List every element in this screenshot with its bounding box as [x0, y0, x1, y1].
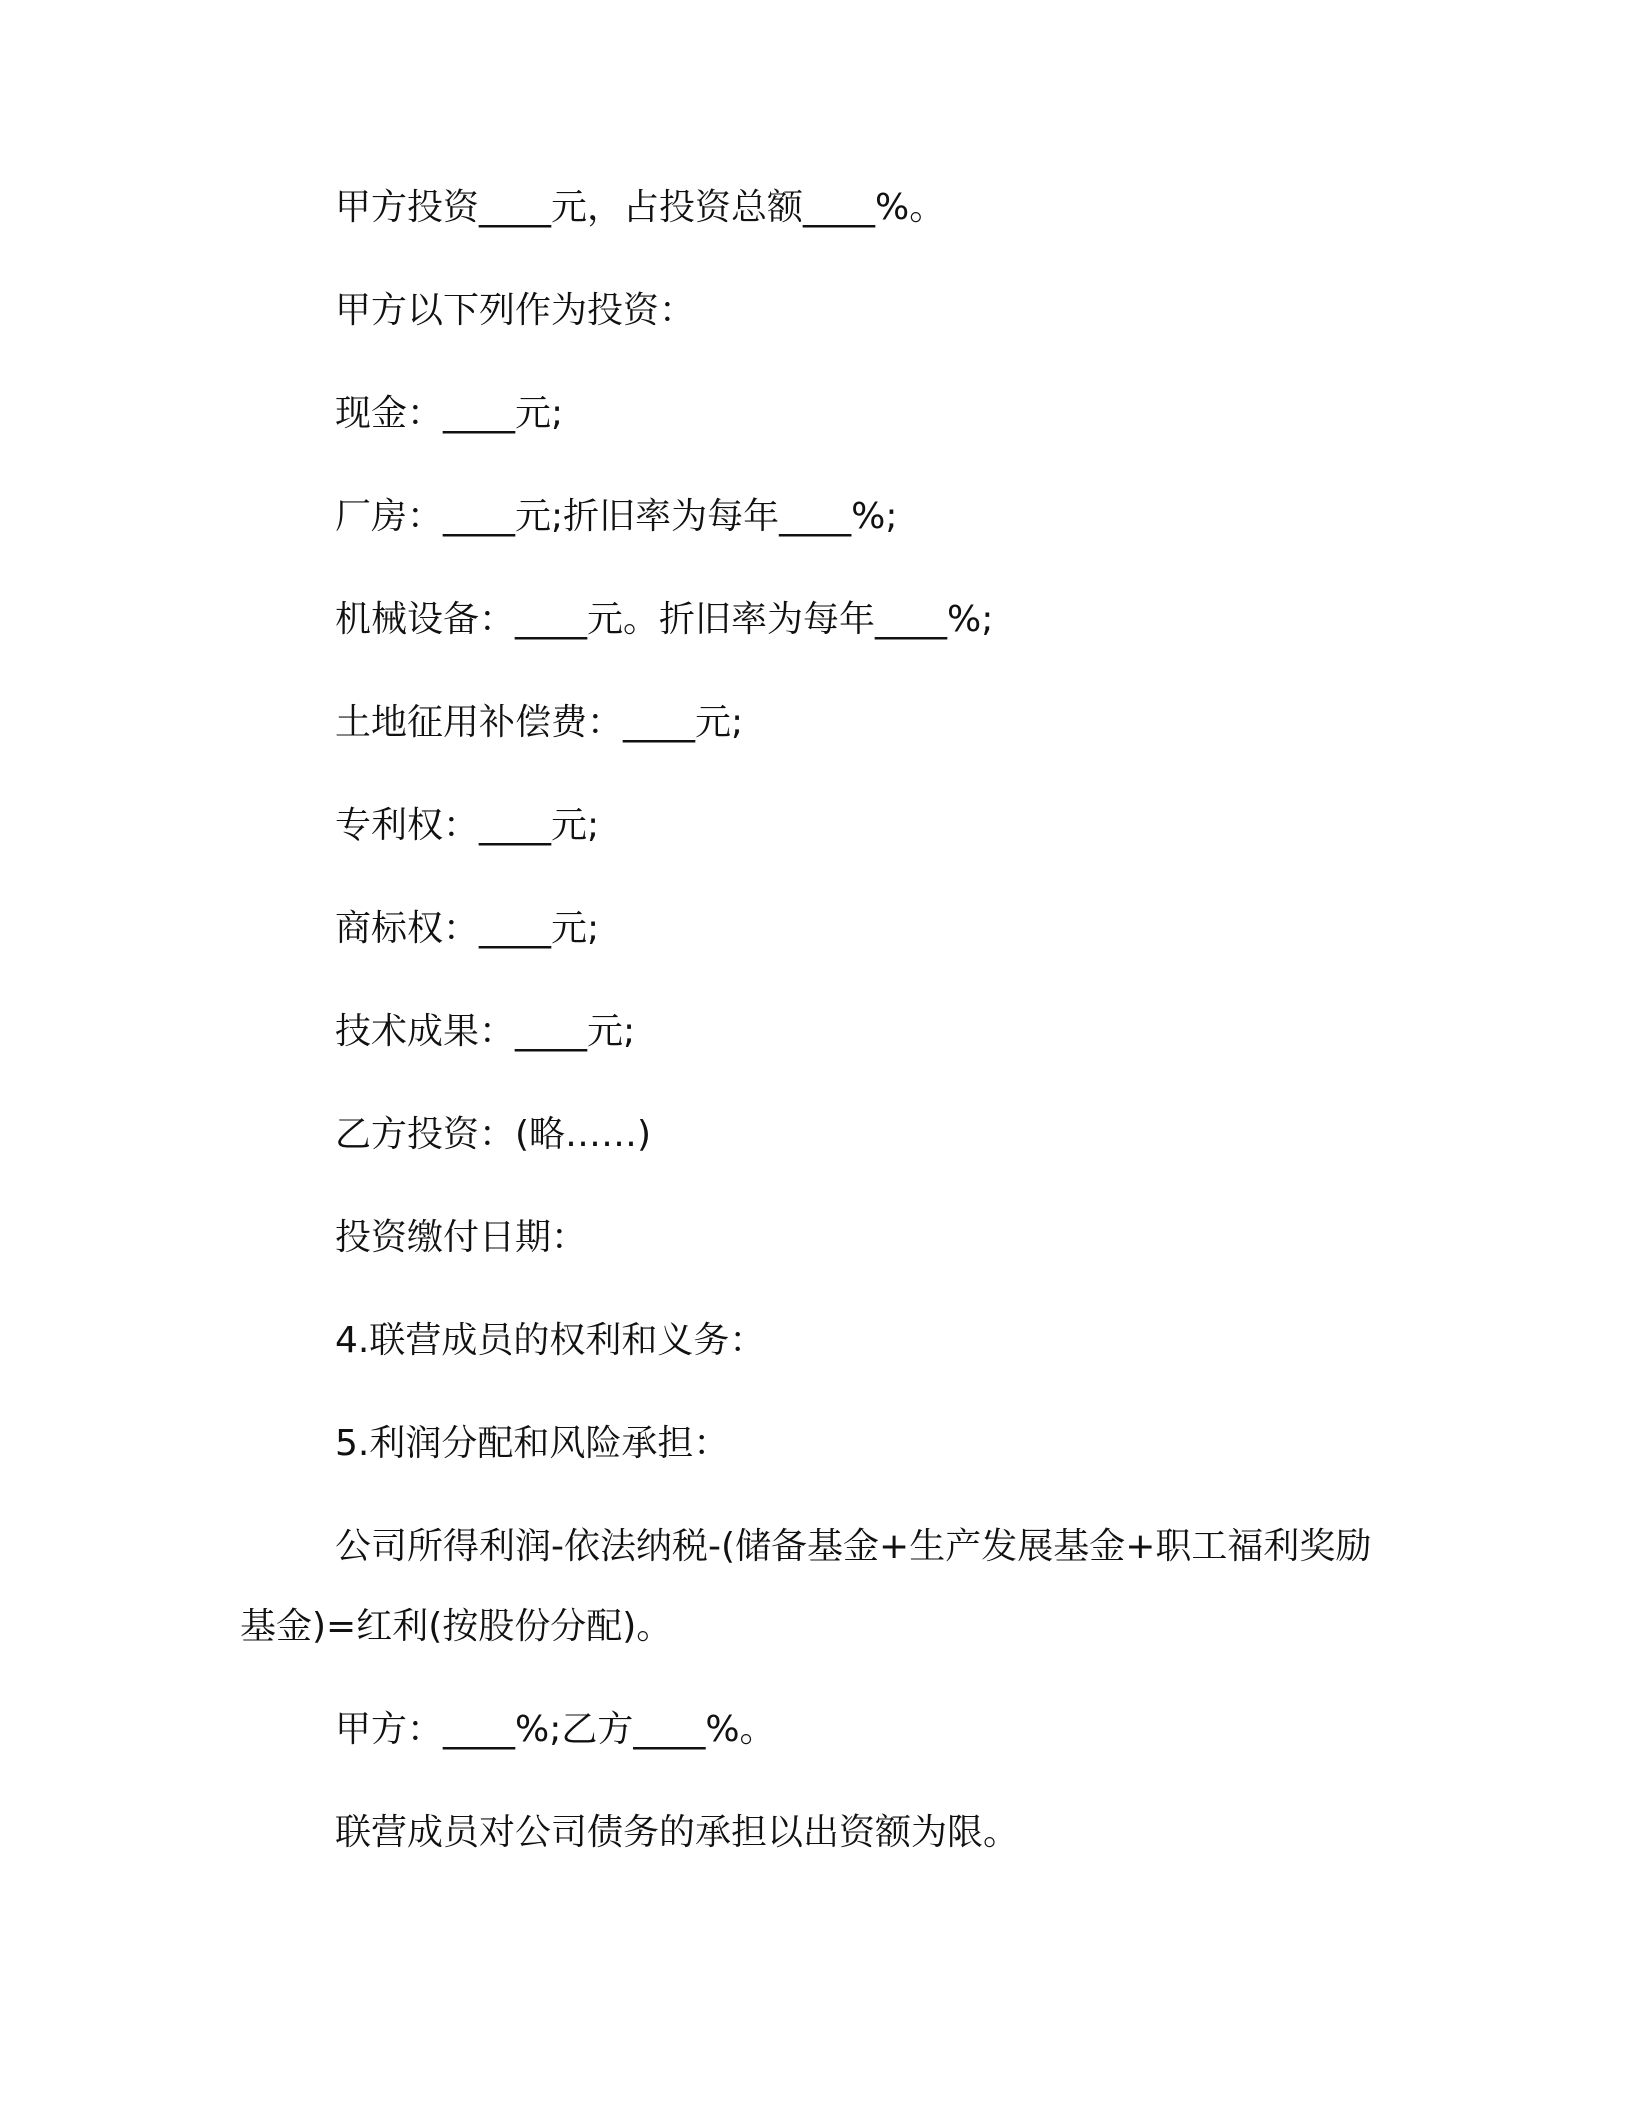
- paragraph-liability: 联营成员对公司债务的承担以出资额为限。: [335, 1812, 1020, 1853]
- paragraph-machinery: 机械设备：____元。折旧率为每年____%;: [335, 599, 994, 640]
- paragraph-factory: 厂房：____元;折旧率为每年____%;: [335, 496, 898, 537]
- paragraph-trademark: 商标权：____元;: [335, 908, 600, 949]
- heading-rights-obligations: 4.联营成员的权利和义务：: [335, 1320, 766, 1361]
- paragraph-technology: 技术成果：____元;: [335, 1011, 636, 1052]
- document-body: [240, 186, 1390, 1914]
- paragraph-party-a-items-heading: 甲方以下列作为投资：: [335, 290, 696, 331]
- heading-profit-risk: 5.利润分配和风险承担：: [335, 1423, 730, 1464]
- paragraph-land-compensation: 土地征用补偿费：____元;: [335, 702, 744, 743]
- paragraph-cash: 现金：____元;: [335, 393, 564, 434]
- paragraph-patent: 专利权：____元;: [335, 805, 600, 846]
- paragraph-party-a-investment: 甲方投资____元，占投资总额____%。: [335, 187, 946, 228]
- paragraph-party-b-investment: 乙方投资：(略……): [335, 1114, 652, 1155]
- paragraph-profit-share: 甲方：____%;乙方____%。: [335, 1709, 776, 1750]
- paragraph-payment-date: 投资缴付日期：: [335, 1217, 588, 1258]
- paragraph-profit-formula: 公司所得利润-依法纳税-(储备基金+生产发展基金+职工福利奖励基金)=红利(按股份分配)。: [240, 1526, 1372, 1647]
